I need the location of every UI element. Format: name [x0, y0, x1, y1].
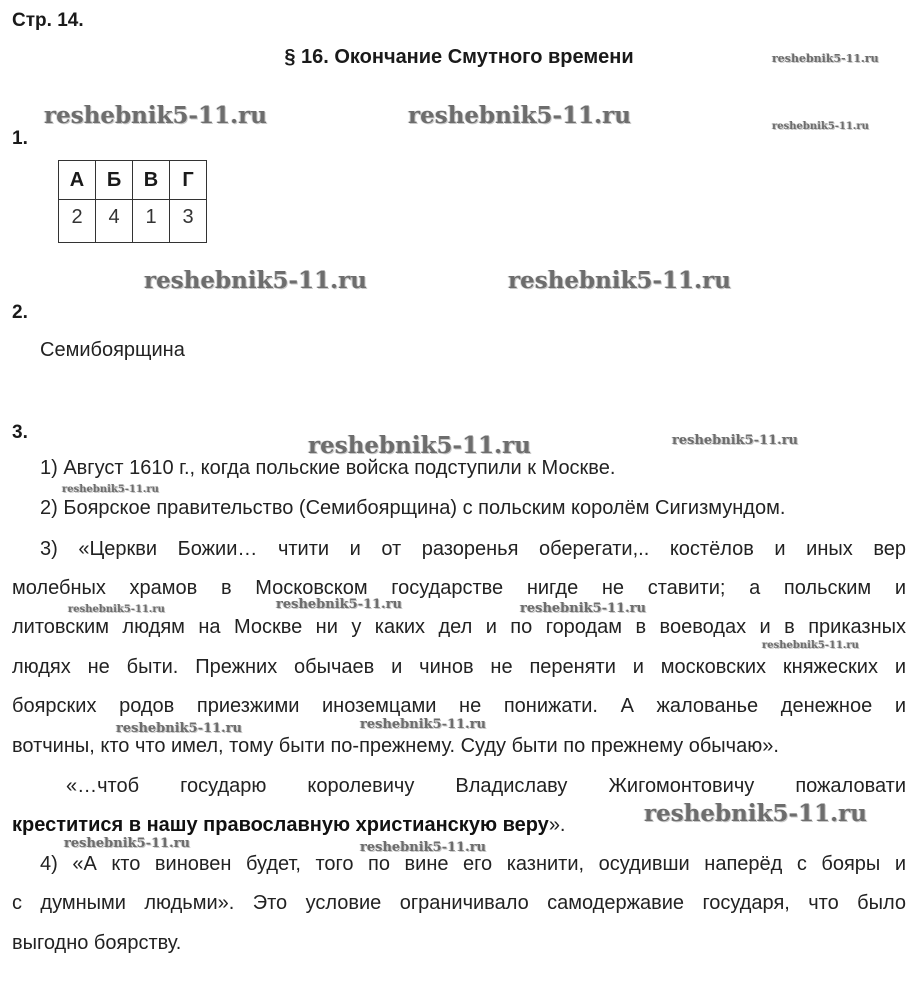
watermark: reshebnik5-11.ru: [144, 267, 367, 294]
table-cell: 4: [96, 200, 133, 243]
table-cell: 2: [59, 200, 96, 243]
answer-item-4-line: 4) «А кто виновен будет, того по вине его казнити, осудивши наперёд с бояры и: [40, 853, 906, 875]
watermark: reshebnik5-11.ru: [276, 597, 403, 612]
answer-item-3-line: 3) «Церкви Божии… чтити и от разоренья оберегати,.. костёлов и иных вер: [40, 538, 906, 560]
table-header-cell: Б: [96, 161, 133, 200]
answer-item-2: 2) Боярское правительство (Семибоярщина) с польским королём Сигизмундом.: [40, 497, 786, 519]
watermark: reshebnik5-11.ru: [308, 432, 531, 459]
watermark: reshebnik5-11.ru: [772, 52, 879, 65]
watermark: reshebnik5-11.ru: [644, 800, 867, 827]
watermark: reshebnik5-11.ru: [44, 102, 267, 129]
page-number: Стр. 14.: [12, 10, 84, 31]
table-cell: 1: [133, 200, 170, 243]
answer-item-3-line: боярских родов приезжими иноземцами не понижати. А жалованье денежное и: [12, 695, 906, 717]
table-header-cell: Г: [170, 161, 207, 200]
question-3-number: 3.: [12, 422, 28, 443]
watermark: reshebnik5-11.ru: [508, 267, 731, 294]
watermark: reshebnik5-11.ru: [360, 840, 487, 855]
answer-item-3-line: молебных храмов в Московском государстве нигде не ставити; а польским и: [12, 577, 906, 599]
table-header-cell: А: [59, 161, 96, 200]
watermark: reshebnik5-11.ru: [116, 721, 243, 736]
watermark: reshebnik5-11.ru: [62, 484, 159, 495]
watermark: reshebnik5-11.ru: [408, 102, 631, 129]
question-2-number: 2.: [12, 302, 28, 323]
table-row: [59, 200, 207, 243]
answer-item-3-line: вотчины, кто что имел, тому быти по-прежнему. Суду быти по прежнему обычаю».: [12, 735, 779, 757]
question-2-answer: Семибоярщина: [40, 339, 185, 361]
question-1-number: 1.: [12, 128, 28, 149]
answer-item-3-line: людях не быти. Прежних обычаев и чинов не переняти и московских княжеских и: [12, 656, 906, 678]
watermark: reshebnik5-11.ru: [68, 604, 165, 615]
answer-table: [58, 160, 207, 243]
watermark: reshebnik5-11.ru: [672, 433, 799, 448]
answer-item-4-line: с думными людьми». Это условие ограничивало самодержавие государя, что было: [12, 892, 906, 914]
table-cell: 3: [170, 200, 207, 243]
table-header-cell: В: [133, 161, 170, 200]
quote-bold-text: креститися в нашу православную христианскую веру: [12, 814, 549, 836]
watermark: reshebnik5-11.ru: [64, 836, 191, 851]
watermark: reshebnik5-11.ru: [762, 640, 859, 651]
answer-item-3-line: литовским людям на Москве ни у каких дел и по городам в воеводах и в приказных: [12, 616, 906, 638]
section-title: § 16. Окончание Смутного времени: [284, 46, 634, 68]
watermark: reshebnik5-11.ru: [520, 601, 647, 616]
answer-item-1: 1) Август 1610 г., когда польские войска подступили к Москве.: [40, 457, 616, 479]
quote-end: ».: [548, 814, 566, 836]
watermark: reshebnik5-11.ru: [360, 717, 487, 732]
watermark: reshebnik5-11.ru: [772, 121, 869, 132]
table-header-row: [59, 161, 207, 200]
quote-line: «…чтоб государю королевичу Владиславу Жигомонтовичу пожаловати: [66, 775, 906, 797]
answer-item-4-line: выгодно боярству.: [12, 932, 182, 954]
